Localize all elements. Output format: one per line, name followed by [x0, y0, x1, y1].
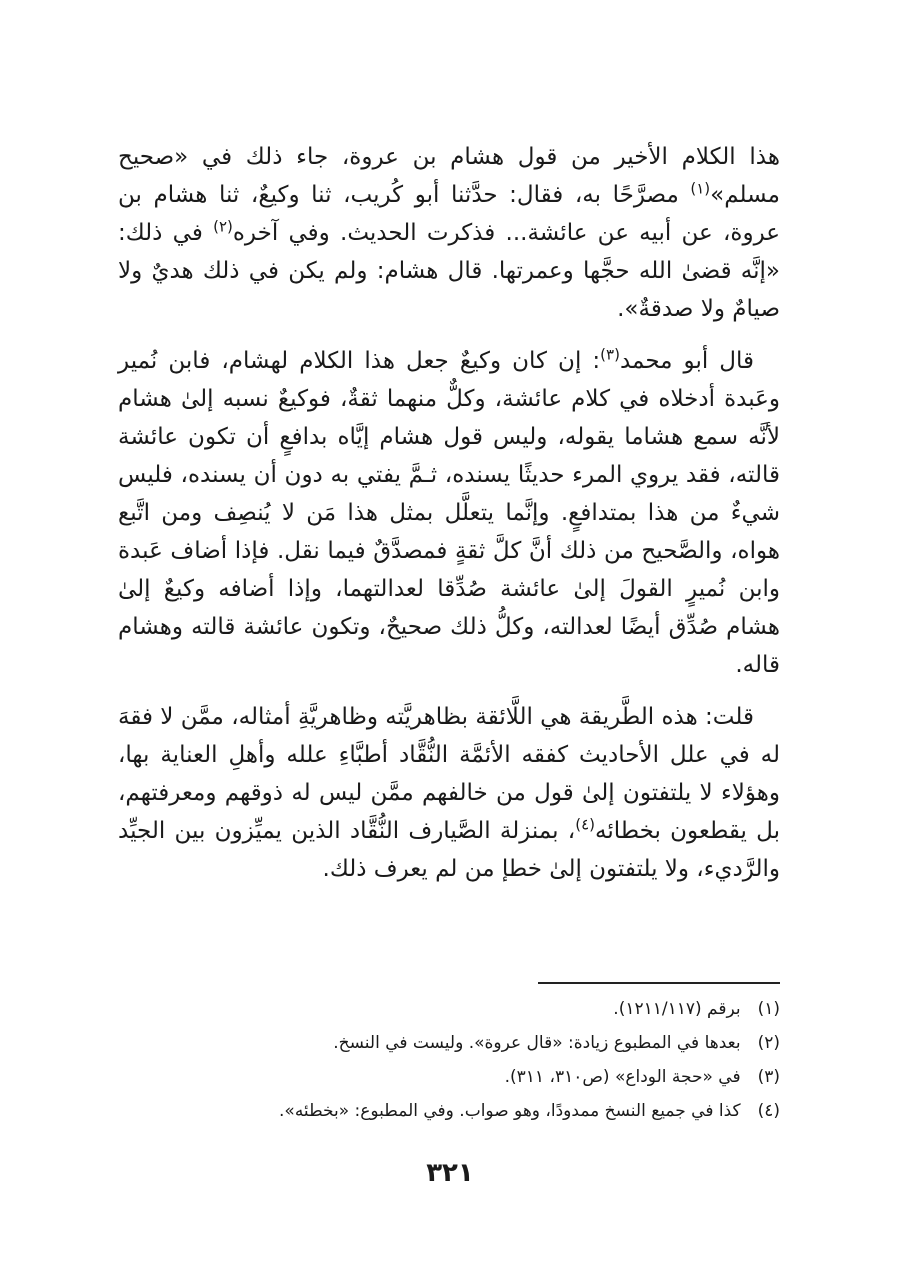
footnote-ref-3: (٣)	[600, 345, 620, 364]
paragraph-2-text-b: : إن كان وكيعٌ جعل هذا الكلام لهشام، فابن نُمير وعَبدة أدخلاه في كلام عائشة، وكلٌّ منهما ثقةٌ، فوكيعٌ نسبه إلىٰ هشام لأنَّه سمع هشاما يقوله، وليس قول هشام إيَّاه بدافعٍ أن تكون عائشة قالته، فقد يروي المرء حديثًا يسنده، ثـمَّ يفتي به دون أن يسنده، فليس شيءٌ من هذا بمتدافعٍ. وإنَّما يتعلَّل بمثل هذا مَن لا يُنصِف ومن اتَّبع هواه، والصَّحيح من ذلك أنَّ كلَّ ثقةٍ فمصدَّقٌ فيما نقل. فإذا أضاف عَبدة وابن نُميرٍ القولَ إلىٰ عائشة صُدِّقا لعدالتهما، وإذا أضافه وكيعٌ إلىٰ هشام صُدِّق أيضًا لعدالته، وكلُّ ذلك صحيحٌ، وتكون عائشة قالته وهشام قاله.	[118, 348, 780, 678]
footnote-number: (٤)	[757, 1101, 780, 1121]
footnote-text: كذا في جميع النسخ ممدودًا، وهو صواب. وفي المطبوع: «بخطئه».	[279, 1101, 741, 1121]
footnote-ref-1: (١)	[690, 179, 711, 198]
footnote-number: (٣)	[757, 1067, 780, 1087]
paragraph-2-text-a: قال أبو محمد	[619, 348, 755, 374]
footnote-text: في «حجة الوداع» (ص٣١٠، ٣١١).	[504, 1067, 741, 1087]
footnote-text: بعدها في المطبوع زيادة: «قال عروة». وليست في النسخ.	[333, 1033, 741, 1053]
paragraph-3	[118, 698, 780, 888]
footnote-ref-2: (٢)	[213, 217, 233, 236]
paragraph-3-text-b: ، بمنزلة الصَّيارف النُّقَّاد الذين يميِّزون بين الجيِّد والرَّديء، ولا يلتفتون إلىٰ خطإ من لم يعرف ذلك.	[118, 818, 780, 882]
footnote-number: (٢)	[757, 1033, 780, 1053]
footnote-separator	[538, 982, 780, 984]
main-text	[118, 138, 780, 902]
page-number: ٣٢١	[426, 1158, 474, 1188]
paragraph-1-text-a: هذا الكلام الأخير من قول هشام بن عروة، جاء ذلك في «صحيح مسلم»	[118, 144, 780, 208]
paragraph-1-text-c: في ذلك: «إنَّه قضىٰ الله حجَّها وعمرتها. قال هشام: ولم يكن في ذلك هديٌ ولا صيامٌ ولا صدقةٌ».	[118, 220, 780, 322]
footnote-4	[118, 1094, 780, 1128]
footnote-3	[118, 1060, 780, 1094]
footnote-ref-4: (٤)	[575, 815, 596, 834]
paragraph-1-text-b: مصرَّحًا به، فقال: حدَّثنا أبو كُريب، ثنا وكيعٌ، ثنا هشام بن عروة، عن أبيه عن عائشة... فذكرت الحديث. وفي آخره	[118, 182, 780, 246]
footnote-text: برقم (١٢١١/١١٧).	[613, 999, 741, 1019]
footnote-1	[118, 992, 780, 1026]
paragraph-3-text-a: قلت: هذه الطَّريقة هي اللَّائقة بظاهريَّته وظاهريَّةِ أمثاله، ممَّن لا فقهَ له في علل الأحاديث كفقه الأئمَّة النُّقَّاد أطبَّاءِ علله وأهلِ العناية بها، وهؤلاء لا يلتفتون إلىٰ قول من خالفهم ممَّن ليس له ذوقهم ومعرفتهم، بل يقطعون بخطائه	[118, 704, 780, 844]
footnote-number: (١)	[757, 999, 780, 1019]
paragraph-2	[118, 342, 780, 684]
paragraph-1	[118, 138, 780, 328]
footnotes	[118, 992, 780, 1128]
footnote-2	[118, 1026, 780, 1060]
